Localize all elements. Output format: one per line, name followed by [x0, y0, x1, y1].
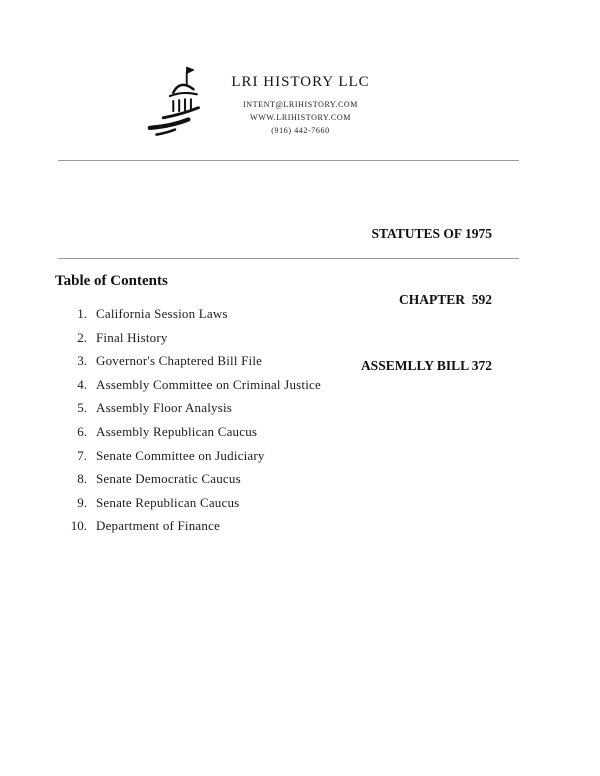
- toc-item: [55, 306, 535, 330]
- toc-item-number: 1.: [77, 306, 87, 321]
- toc-item-number: 3.: [77, 353, 87, 369]
- horizontal-rule-top: [58, 160, 519, 161]
- toc-item-number: 10.: [70, 518, 87, 534]
- toc-item-number: 8.: [77, 471, 87, 487]
- capitol-sketch-logo-icon: [138, 58, 222, 144]
- statute-line-chapter: CHAPTER 592: [398, 292, 492, 307]
- toc-list: [55, 306, 535, 542]
- company-phone: (916) 442-7660: [271, 126, 330, 135]
- toc-item-number: 2.: [77, 329, 87, 345]
- toc-item-number: 9.: [77, 494, 87, 510]
- toc-item: [55, 377, 535, 401]
- toc-item: [55, 471, 535, 495]
- toc-item-label: Assembly Floor Analysis: [96, 400, 233, 416]
- toc-item-number: 7.: [77, 447, 87, 463]
- horizontal-rule-bottom: [58, 258, 519, 259]
- company-name: LRI HISTORY LLC: [231, 74, 370, 90]
- toc-item-number: 6.: [77, 423, 87, 439]
- statute-line-statutes: STATUTES OF 1975: [371, 226, 492, 241]
- toc-item-label: Assembly Committee on Criminal Justice: [96, 376, 321, 392]
- toc-item-label: Department of Finance: [96, 518, 221, 534]
- toc-item: [55, 448, 535, 472]
- toc-item-label: Senate Democratic Caucus: [96, 471, 241, 487]
- toc-title: Table of Contents: [55, 273, 168, 289]
- toc-item: [55, 518, 535, 542]
- toc-item: [55, 330, 535, 354]
- toc-item-label: Assembly Republican Caucus: [96, 423, 258, 439]
- toc-item: [55, 424, 535, 448]
- toc-item-label: Senate Republican Caucus: [96, 494, 240, 510]
- toc-item-label: Senate Committee on Judiciary: [96, 447, 265, 463]
- toc-item: [55, 495, 535, 519]
- toc-item: [55, 353, 535, 377]
- statute-line-bill: ASSEMLLY BILL 372: [360, 358, 492, 373]
- toc-item-number: 5.: [77, 400, 87, 416]
- toc-item: [55, 400, 535, 424]
- company-website: WWW.LRIHISTORY.COM: [250, 113, 351, 122]
- letterhead: [218, 74, 383, 137]
- toc-item-label: Governor's Chaptered Bill File: [96, 353, 263, 369]
- toc-item-label: Final History: [96, 329, 168, 345]
- company-email: INTENT@LRIHISTORY.COM: [242, 100, 358, 109]
- toc-item-number: 4.: [77, 376, 87, 392]
- toc-item-label: California Session Laws: [96, 306, 228, 321]
